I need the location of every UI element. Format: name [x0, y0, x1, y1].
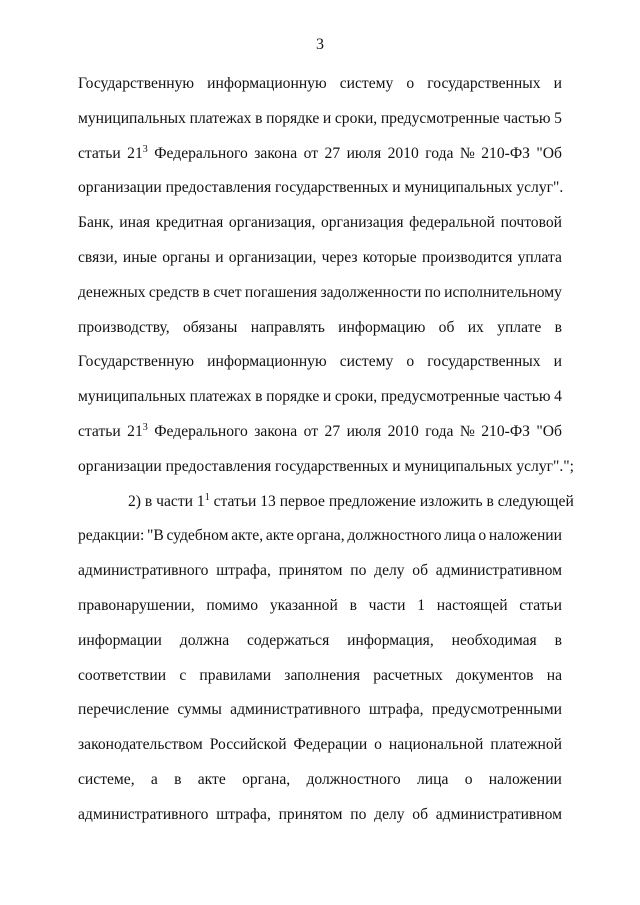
word: уплате: [497, 318, 542, 336]
word: органы: [162, 248, 210, 266]
word: которые: [362, 248, 417, 266]
word: и: [553, 75, 562, 92]
word: информационную: [207, 75, 327, 92]
word: и: [215, 248, 224, 266]
word: предусмотренными: [431, 701, 562, 719]
word: об: [438, 318, 455, 336]
word: редакции:: [78, 527, 145, 545]
word: и: [322, 109, 332, 127]
word: о: [478, 527, 487, 545]
word: делу: [374, 805, 405, 823]
word: организации,: [228, 248, 317, 266]
text-line: [78, 102, 562, 137]
word: года: [425, 422, 454, 440]
word: $21^3$: [127, 421, 148, 440]
word: должностного: [347, 527, 442, 545]
word: кредитная: [155, 214, 224, 232]
word: и: [553, 353, 562, 371]
word: об: [412, 805, 429, 823]
text-line: организации предоставления государственных и муниципальных услуг".";: [78, 457, 574, 475]
word: 1: [417, 596, 426, 614]
word: на: [546, 666, 562, 684]
word: органа,: [296, 527, 345, 545]
word: штрафа,: [368, 701, 424, 719]
word: в: [349, 596, 357, 614]
word: платежной: [490, 736, 562, 754]
word: органа,: [242, 770, 291, 788]
word: административного: [78, 805, 209, 823]
word: уплата: [517, 248, 562, 266]
word: о: [464, 770, 473, 788]
word: систему: [339, 353, 394, 371]
text-line: [78, 519, 562, 554]
word: должна: [179, 631, 230, 649]
word: №: [459, 422, 475, 440]
word: о: [406, 75, 415, 92]
word: акте,: [231, 527, 264, 545]
word: муниципальных: [78, 388, 186, 406]
word: в: [554, 318, 562, 336]
word: по: [350, 562, 367, 580]
superscript: 3: [142, 421, 148, 433]
text-line: [78, 415, 562, 450]
word: законодательством: [78, 736, 203, 754]
word: административного: [78, 562, 209, 580]
text-line: [78, 311, 562, 346]
word: платежах: [189, 388, 252, 406]
word: $21^3$: [127, 143, 148, 162]
word: Федерального: [154, 144, 248, 162]
word: делу: [374, 562, 405, 580]
word: акте: [265, 527, 294, 545]
word: о: [406, 353, 415, 371]
word: Федерации: [293, 736, 368, 754]
word: "В: [147, 527, 164, 545]
word: Банк,: [78, 214, 114, 232]
word: сроки,: [334, 388, 378, 406]
word: наложении: [488, 770, 562, 788]
text-line: [78, 763, 562, 798]
word: в: [174, 770, 182, 788]
text-line: [78, 241, 562, 276]
word: о: [374, 736, 382, 754]
word: правонарушении,: [78, 596, 195, 614]
document-body: [78, 67, 574, 833]
word: наложении: [488, 527, 562, 545]
word: от: [303, 144, 319, 162]
word: производится: [421, 248, 513, 266]
word: по: [424, 283, 441, 301]
word: связи,: [78, 248, 118, 266]
word: предусмотренные: [380, 388, 500, 406]
word: №: [459, 144, 475, 162]
word: указанной: [269, 596, 338, 614]
word: Федерального: [154, 422, 248, 440]
text-line: [78, 137, 562, 172]
word: национальной: [388, 736, 484, 754]
word: исполнительному: [444, 283, 562, 301]
word: с: [179, 666, 187, 684]
word: информация,: [347, 631, 434, 649]
page-number: 3: [316, 36, 324, 53]
word: расчетных: [373, 666, 443, 684]
text-line-end: статьи 13 первое предложение изложить в следующей: [209, 492, 574, 510]
word: информацию: [338, 318, 426, 336]
word: должностного: [306, 770, 401, 788]
word: помимо: [206, 596, 259, 614]
word: погашения: [244, 283, 318, 301]
superscript: 3: [142, 143, 148, 155]
word: части: [368, 596, 406, 614]
word: 210-ФЗ: [481, 144, 530, 162]
text-line: [78, 798, 562, 833]
text-line: [78, 659, 562, 694]
word: федеральной: [409, 214, 496, 232]
word: порядке: [266, 388, 320, 406]
word: статьи: [519, 596, 562, 614]
word: правилами: [199, 666, 272, 684]
word: иная: [119, 214, 151, 232]
text-line: [78, 693, 562, 728]
word: "Об: [536, 422, 562, 440]
text-line: [78, 380, 562, 415]
word: закона: [254, 144, 298, 162]
word: заполнения: [284, 666, 361, 684]
word: содержаться: [247, 631, 330, 649]
word: закона: [254, 422, 298, 440]
word: задолженности: [320, 283, 422, 301]
word: порядке: [266, 109, 320, 127]
word: направлять: [250, 318, 325, 336]
word: в: [255, 388, 263, 406]
word: штрафа,: [216, 805, 271, 823]
word: счет: [213, 283, 242, 301]
word: соответствии: [78, 666, 167, 684]
word: а: [150, 770, 158, 788]
word: производству,: [78, 318, 170, 336]
word: об: [412, 562, 429, 580]
word: административном: [435, 805, 562, 823]
word: статьи: [78, 144, 121, 162]
word: государственных: [427, 353, 541, 371]
word: административного: [230, 701, 361, 719]
word: лица: [417, 770, 449, 788]
word: административном: [435, 562, 562, 580]
word: денежных: [78, 283, 146, 301]
word: Государственную: [78, 353, 195, 371]
word: Российской: [209, 736, 287, 754]
word: документов: [455, 666, 534, 684]
word: лица: [444, 527, 476, 545]
word: информации: [78, 631, 162, 649]
word: перечисление: [78, 701, 170, 719]
word: года: [425, 144, 454, 162]
word: средств: [148, 283, 200, 301]
word: необходимая: [451, 631, 537, 649]
text-line: [78, 206, 562, 241]
word: судебном: [166, 527, 229, 545]
word: предусмотренные: [380, 109, 500, 127]
word: 27: [324, 144, 341, 162]
text-line: [78, 554, 562, 589]
word: организация: [320, 214, 404, 232]
word: "Об: [536, 144, 562, 162]
word: июля: [346, 144, 382, 162]
word: штрафа,: [216, 562, 271, 580]
word: государственных: [427, 75, 541, 92]
word: муниципальных: [78, 109, 186, 127]
word: обязаны: [182, 318, 238, 336]
text-line: [78, 624, 562, 659]
word: настоящей: [436, 596, 508, 614]
word: 2010: [387, 144, 419, 162]
word: информационную: [207, 353, 327, 371]
word: в: [554, 631, 562, 649]
word: 27: [324, 422, 341, 440]
word: статьи: [78, 422, 121, 440]
superscript: 1: [204, 491, 210, 503]
word: организация,: [228, 214, 316, 232]
word: по: [350, 805, 367, 823]
word: систему: [339, 75, 394, 92]
word: через: [321, 248, 358, 266]
word: частью: [503, 388, 551, 406]
word: принятом: [278, 805, 343, 823]
word: суммы: [177, 701, 222, 719]
word: принятом: [278, 562, 343, 580]
word: системе,: [78, 770, 135, 788]
word: от: [303, 422, 319, 440]
text-line-start: 2) в части 1: [128, 492, 205, 510]
text-line: [78, 67, 562, 102]
word: платежах: [189, 109, 252, 127]
word: частью: [503, 109, 551, 127]
text-line: [78, 345, 562, 380]
word: 210-ФЗ: [481, 422, 530, 440]
text-line: [78, 589, 562, 624]
text-line: [78, 276, 562, 311]
word: и: [322, 388, 332, 406]
word: Государственную: [78, 75, 195, 92]
word: 2010: [387, 422, 419, 440]
word: почтовой: [500, 214, 562, 232]
word: их: [467, 318, 484, 336]
word: иные: [122, 248, 157, 266]
word: 4: [554, 388, 562, 406]
text-line-indented: [78, 485, 574, 520]
word: в: [202, 283, 211, 301]
text-line: организации предоставления государственных и муниципальных услуг".: [78, 179, 564, 197]
word: в: [255, 109, 263, 127]
word: акте: [197, 770, 226, 788]
word: июля: [346, 422, 382, 440]
word: сроки,: [334, 109, 378, 127]
word: 5: [554, 109, 562, 127]
text-line: [78, 728, 562, 763]
